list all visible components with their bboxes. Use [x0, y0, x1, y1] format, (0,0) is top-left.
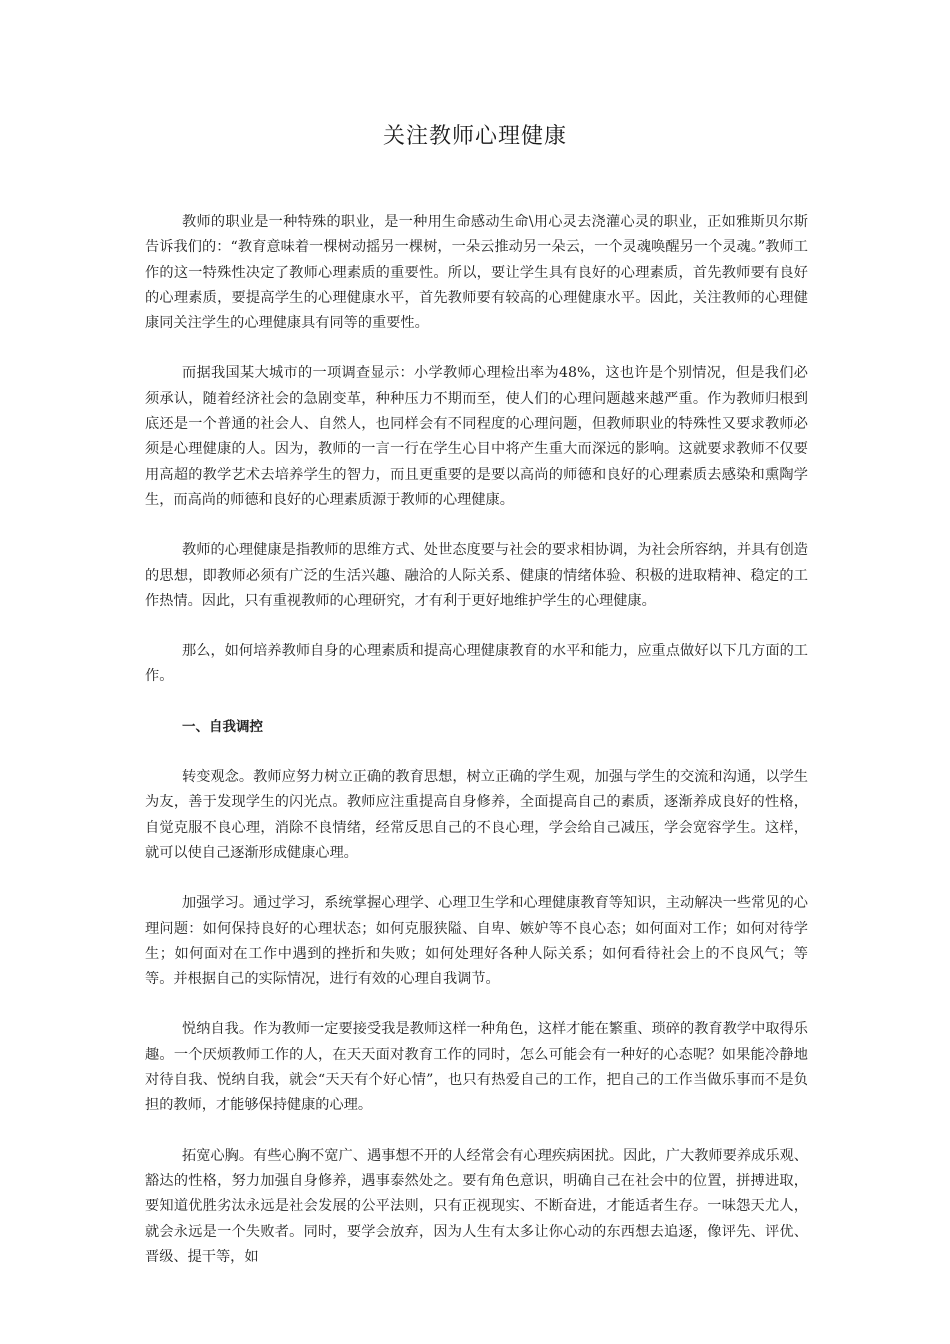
document-title: 关注教师心理健康: [382, 124, 567, 149]
section-heading: 一、自我调控: [182, 718, 263, 735]
paragraph-strengthen-study: 加强学习。通过学习，系统掌握心理学、心理卫生学和心理健康教育等知识，主动解决一些常见的心理问题：如何保持良好的心理状态；如何克服狭隘、自卑、嫉妒等不良心态；如何面对工作；如何对待学生；如何面对在工作中遇到的挫折和失败；如何处理好各种人际关系；如何看待社会上的不良风气；等等。并根据自己的实际情况，进行有效的心理自我调节。: [145, 895, 808, 988]
paragraph-intro: 教师的职业是一种特殊的职业，是一种用生命感动生命\用心灵去浇灌心灵的职业，正如雅斯贝尔斯告诉我们的：“教育意味着一棵树动摇另一棵树，一朵云推动另一朵云，一个灵魂唤醒另一个灵魂。”教师工作的这一特殊性决定了教师心理素质的重要性。所以，要让学生具有良好的心理素质，首先教师要有良好的心理素质，要提高学生的心理健康水平，首先教师要有较高的心理健康水平。因此，关注教师的心理健康同关注学生的心理健康具有同等的重要性。: [145, 214, 808, 332]
paragraph-broaden-mind: 拓宽心胸。有些心胸不宽广、遇事想不开的人经常会有心理疾病困扰。因此，广大教师要养成乐观、豁达的性格，努力加强自身修养，遇事泰然处之。要有角色意识，明确自己在社会中的位置，拼搏进取，要知道优胜劣汰永远是社会发展的公平法则，只有正视现实、不断奋进，才能适者生存。一味怨天尤人，就会永远是一个失败者。同时，要学会放弃，因为人生有太多让你心动的东西想去追逐，像评先、评优、晋级、提干等，如: [145, 1147, 808, 1265]
paragraph-survey: 而据我国某大城市的一项调查显示：小学教师心理检出率为48%，这也许是个别情况，但是我们必须承认，随着经济社会的急剧变革，种种压力不期而至，使人们的心理问题越来越严重。作为教师归根到底还是一个普通的社会人、自然人，也同样会有不同程度的心理问题，但教师职业的特殊性又要求教师必须是心理健康的人。因为，教师的一言一行在学生心目中将产生重大而深远的影响。这就要求教师不仅要用高超的教学艺术去培养学生的智力，而且更重要的是要以高尚的师德和良好的心理素质去感染和熏陶学生，而高尚的师德和良好的心理素质源于教师的心理健康。: [145, 365, 808, 508]
paragraph-transition: 那么，如何培养教师自身的心理素质和提高心理健康教育的水平和能力，应重点做好以下几方面的工作。: [145, 643, 808, 685]
paragraph-change-mindset: 转变观念。教师应努力树立正确的教育思想，树立正确的学生观，加强与学生的交流和沟通，以学生为友，善于发现学生的闪光点。教师应注重提高自身修养，全面提高自己的素质，逐渐养成良好的性格，自觉克服不良心理，消除不良情绪，经常反思自己的不良心理，学会给自己减压，学会宽容学生。这样，就可以使自己逐渐形成健康心理。: [145, 769, 808, 861]
paragraph-definition: 教师的心理健康是指教师的思维方式、处世态度要与社会的要求相协调，为社会所容纳，并具有创造的思想，即教师必须有广泛的生活兴趣、融洽的人际关系、健康的情绪体验、积极的进取精神、稳定的工作热情。因此，只有重视教师的心理研究，才有利于更好地维护学生的心理健康。: [145, 542, 808, 609]
document-body: [145, 210, 808, 1295]
paragraph-accept-self: 悦纳自我。作为教师一定要接受我是教师这样一种角色，这样才能在繁重、琐碎的教育教学中取得乐趣。一个厌烦教师工作的人，在天天面对教育工作的同时，怎么可能会有一种好的心态呢？如果能冷静地对待自我、悦纳自我，就会“天天有个好心情”，也只有热爱自己的工作，把自己的工作当做乐事而不是负担的教师，才能够保持健康的心理。: [145, 1021, 808, 1114]
